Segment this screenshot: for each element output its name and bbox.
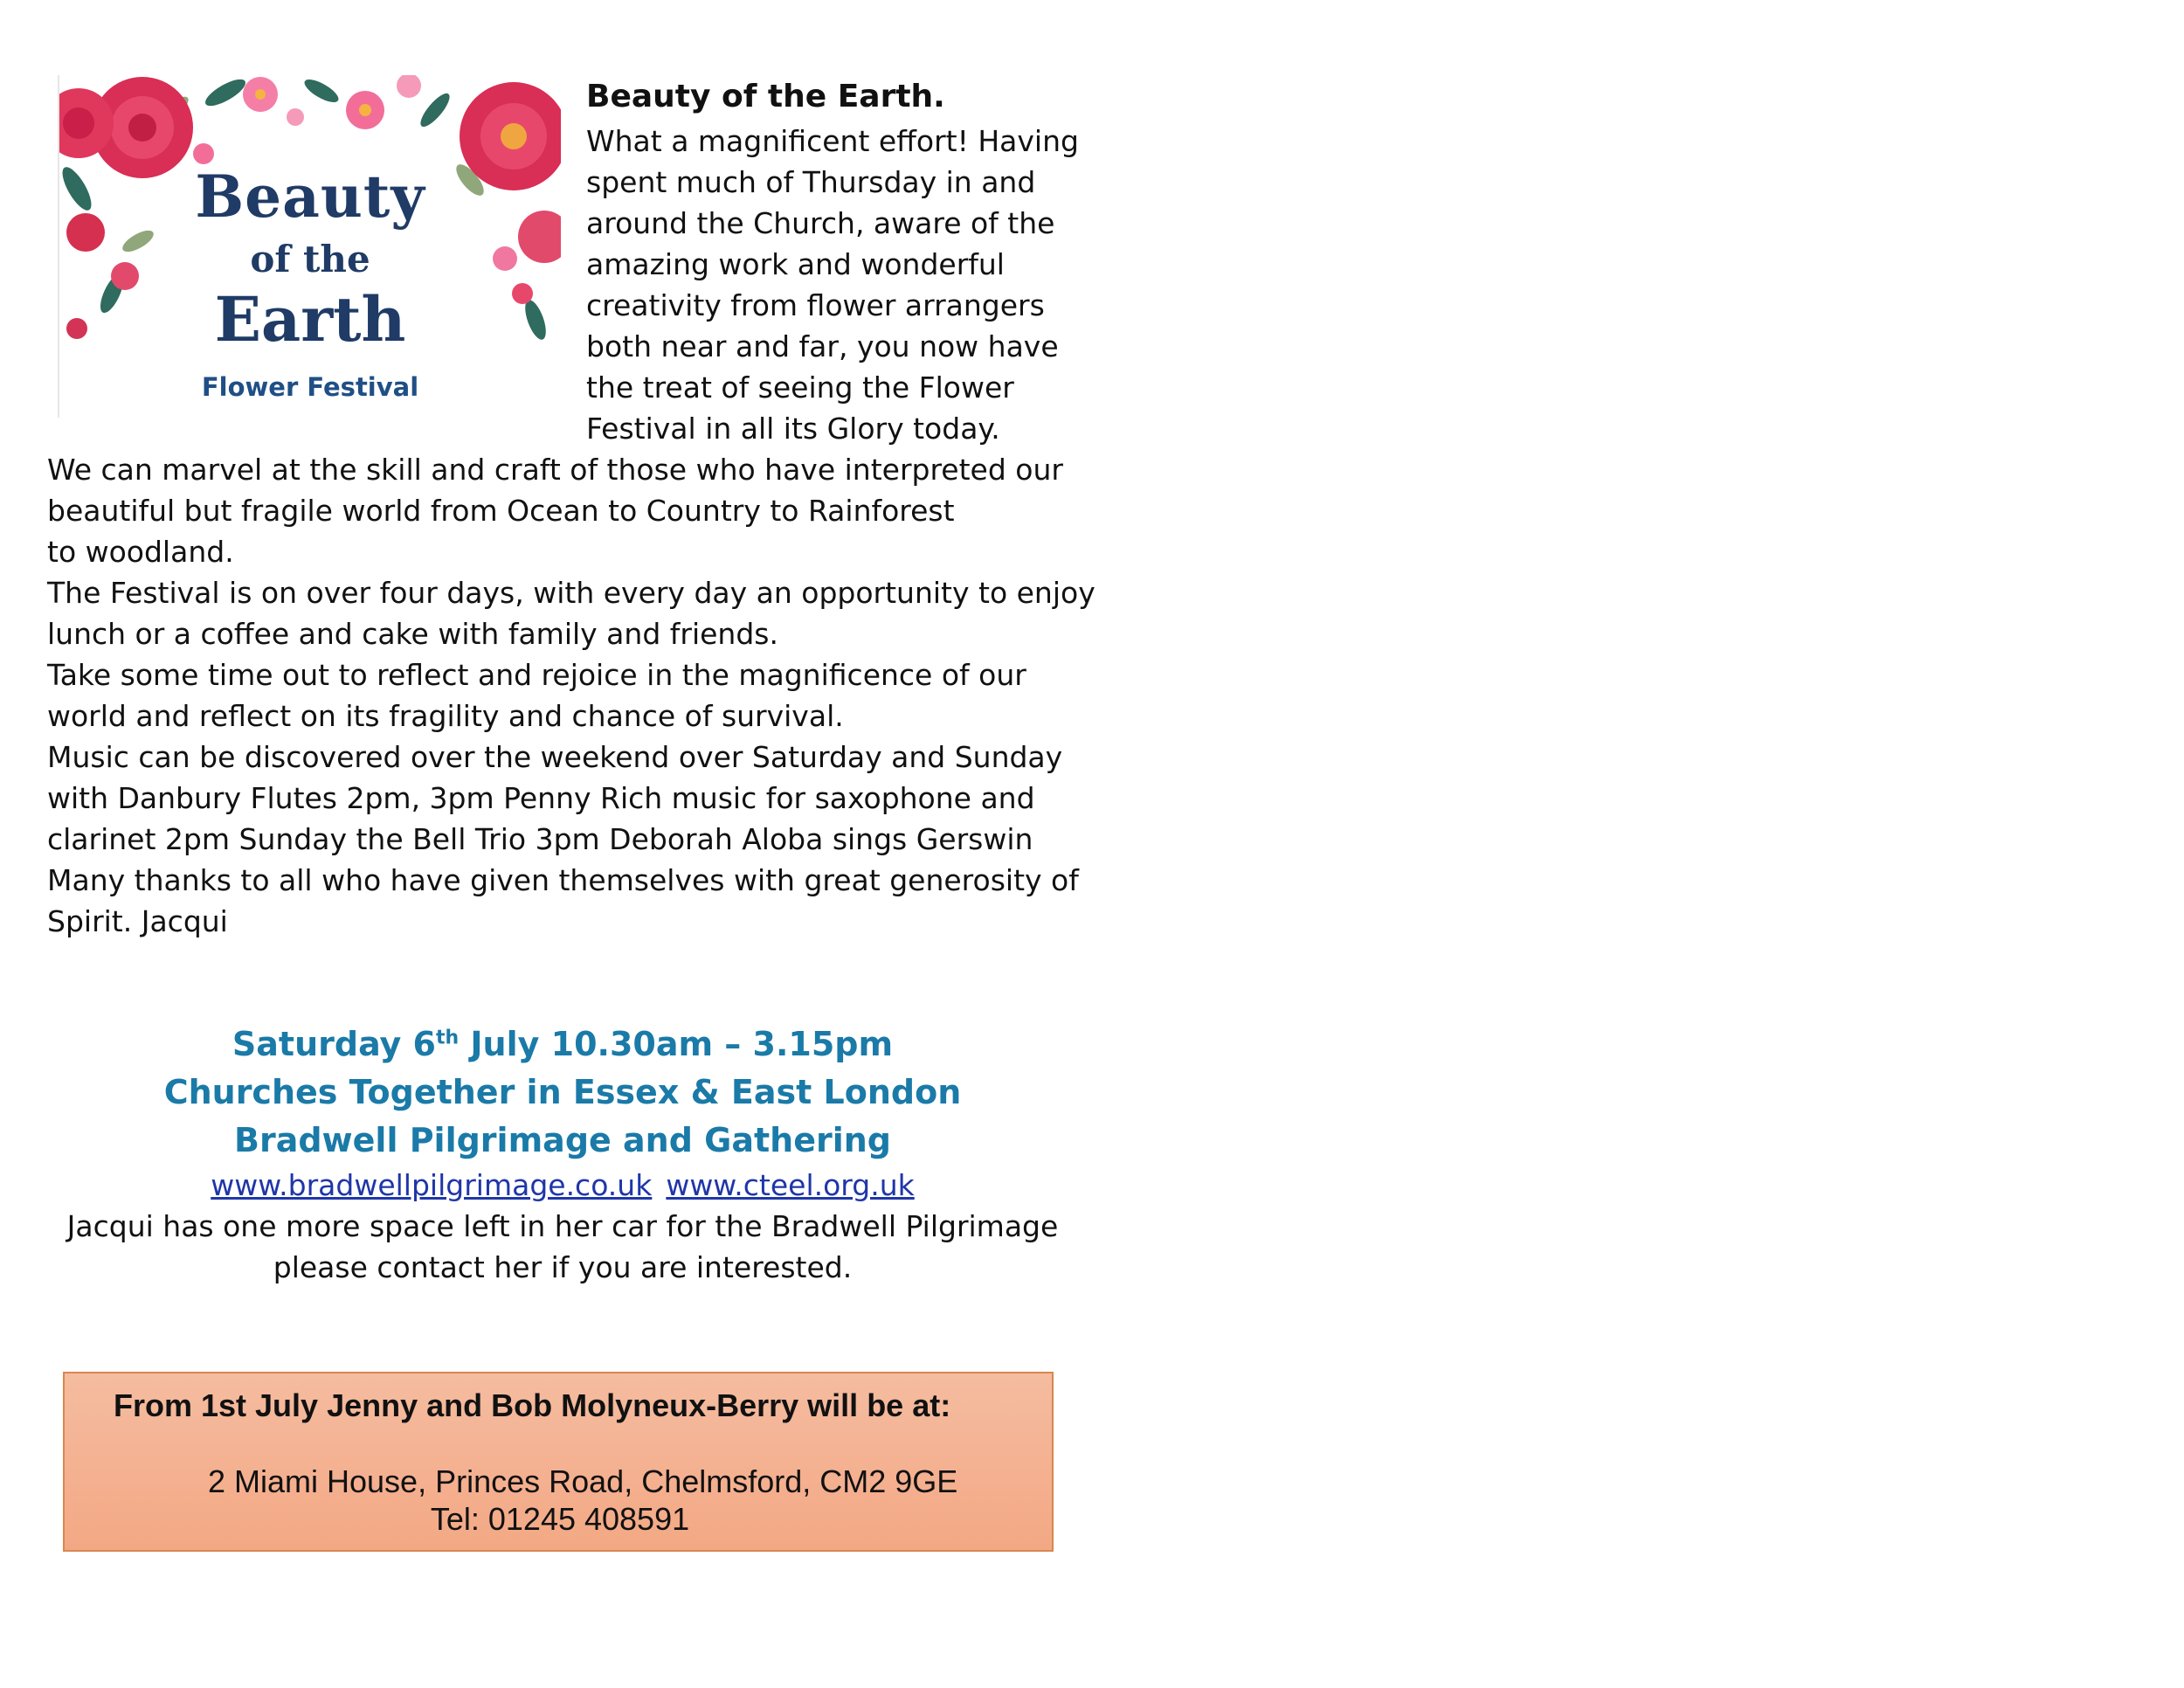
event-date-prefix: Saturday 6 — [232, 1025, 436, 1063]
logo-title-earth: Earth — [214, 283, 406, 356]
telephone-number: Tel: 01245 408591 — [430, 1501, 690, 1537]
logo-title-beauty: Beauty — [195, 163, 425, 231]
article-paragraph: Take some time out to reflect and rejoice in the magnificence of our world and reflect on its fragility and chance of survival. — [47, 658, 1026, 733]
logo-title-of-the: of the — [250, 238, 370, 280]
bradwell-pilgrimage-link[interactable]: www.bradwellpilgrimage.co.uk — [211, 1168, 653, 1202]
article-paragraph: Many thanks to all who have given themselves with great generosity of Spirit. Jacqui — [47, 863, 1079, 938]
flower-festival-logo — [58, 75, 561, 418]
article-paragraph: The Festival is on over four days, with every day an opportunity to enjoy lunch or a coffee and cake with family and friends. — [47, 576, 1095, 651]
article-paragraph: Music can be discovered over the weekend over Saturday and Sunday with Danbury Flutes 2pm, 3pm Penny Rich music for saxophone and clarinet 2pm Sunday the Bell Trio 3pm Deborah Aloba sings Gerswin — [47, 740, 1063, 856]
event-links — [47, 1165, 1078, 1206]
article-heading: Beauty of the Earth. — [586, 79, 945, 114]
article-body — [47, 449, 1095, 942]
address-box-heading: From 1st July Jenny and Bob Molyneux-Berry will be at: — [114, 1387, 951, 1423]
car-space-note: Jacqui has one more space left in her car for the Bradwell Pilgrimage — [66, 1209, 1059, 1243]
event-date-suffix-ordinal: th — [436, 1027, 460, 1049]
article-intro: What a magnificent effort! Having spent much of Thursday in and around the Church, aware of the amazing work and wonderful creativity from flower arrangers both near and far, you now have the treat of seeing the Flower Festival in all its Glory today. — [586, 124, 1079, 446]
cteel-link[interactable]: www.cteel.org.uk — [666, 1168, 915, 1202]
event-date — [47, 1020, 1078, 1069]
pilgrimage-event — [47, 1020, 1078, 1288]
article-paragraph: We can marvel at the skill and craft of those who have interpreted our beautiful but fragile world from Ocean to Country to Rainforest to woodland. — [47, 453, 1063, 569]
event-organiser: Churches Together in Essex & East London — [163, 1073, 962, 1111]
logo-subtitle: Flower Festival — [201, 372, 419, 402]
car-space-note-contact: please contact her if you are interested. — [273, 1250, 853, 1284]
new-address-box — [63, 1372, 1054, 1552]
address-text: 2 Miami House, Princes Road, Chelmsford, CM2 9GE — [208, 1463, 958, 1499]
event-date-time: July 10.30am – 3.15pm — [459, 1025, 894, 1063]
event-title: Bradwell Pilgrimage and Gathering — [234, 1121, 891, 1159]
